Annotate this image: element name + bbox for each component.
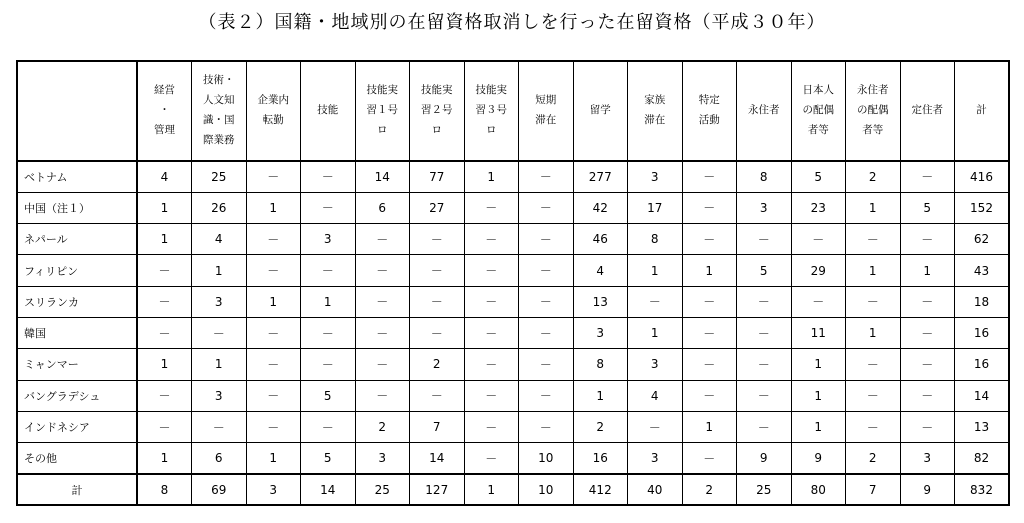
value-cell: 14 [955,380,1010,411]
total-cell: 1 [464,474,519,505]
total-cell: 2 [682,474,737,505]
value-cell: － [355,286,410,317]
value-cell: 25 [192,161,247,192]
value-cell: 10 [519,443,574,474]
value-cell: 1 [137,192,192,223]
country-cell: ネパール [17,224,137,255]
country-cell: その他 [17,443,137,474]
column-header: 技能 [301,61,356,161]
value-cell: 77 [410,161,465,192]
table-title: （表２）国籍・地域別の在留資格取消しを行った在留資格（平成３０年） [198,12,826,33]
value-cell: － [246,161,301,192]
column-header: 定住者 [900,61,955,161]
value-cell: 1 [137,349,192,380]
value-cell: 6 [355,192,410,223]
value-cell: － [464,224,519,255]
value-cell: 13 [573,286,628,317]
value-cell: － [464,443,519,474]
value-cell: 17 [628,192,683,223]
value-cell: 1 [791,349,846,380]
value-cell: 14 [410,443,465,474]
total-cell: 40 [628,474,683,505]
residence-status-table [16,60,1010,506]
value-cell: － [301,161,356,192]
value-cell: 3 [192,286,247,317]
value-cell: 152 [955,192,1010,223]
column-header: 計 [955,61,1010,161]
value-cell: 5 [301,380,356,411]
value-cell: － [410,224,465,255]
value-cell: 16 [955,349,1010,380]
total-cell: 127 [410,474,465,505]
value-cell: 3 [573,317,628,348]
value-cell: － [464,411,519,442]
value-cell: － [410,286,465,317]
column-header: 永住者 [737,61,792,161]
value-cell: 9 [791,443,846,474]
value-cell: － [410,380,465,411]
corner-header-cell [17,61,137,161]
total-label: 計 [17,474,137,505]
value-cell: 14 [355,161,410,192]
country-cell: インドネシア [17,411,137,442]
table-row [17,286,1009,317]
value-cell: 43 [955,255,1010,286]
column-header: 企業内 転勤 [246,61,301,161]
value-cell: － [137,411,192,442]
total-cell: 7 [846,474,901,505]
value-cell: 3 [900,443,955,474]
value-cell: 3 [737,192,792,223]
value-cell: － [301,411,356,442]
country-cell: フィリピン [17,255,137,286]
value-cell: － [737,224,792,255]
total-cell: 80 [791,474,846,505]
value-cell: 5 [791,161,846,192]
value-cell: 1 [573,380,628,411]
column-header: 短期 滞在 [519,61,574,161]
value-cell: － [900,349,955,380]
value-cell: 7 [410,411,465,442]
value-cell: 26 [192,192,247,223]
value-cell: 1 [628,317,683,348]
value-cell: 6 [192,443,247,474]
total-cell: 9 [900,474,955,505]
country-cell: バングラデシュ [17,380,137,411]
value-cell: － [900,317,955,348]
value-cell: － [846,224,901,255]
value-cell: 1 [246,192,301,223]
value-cell: 8 [737,161,792,192]
value-cell: － [464,349,519,380]
value-cell: － [737,317,792,348]
column-header: 技術・ 人文知 識・国 際業務 [192,61,247,161]
value-cell: － [192,317,247,348]
value-cell: 62 [955,224,1010,255]
table-row [17,224,1009,255]
column-header: 家族 滞在 [628,61,683,161]
value-cell: － [682,349,737,380]
value-cell: 2 [846,443,901,474]
value-cell: － [900,161,955,192]
value-cell: 8 [573,349,628,380]
total-cell: 412 [573,474,628,505]
value-cell: － [846,411,901,442]
value-cell: － [519,224,574,255]
value-cell: － [519,349,574,380]
value-cell: 4 [628,380,683,411]
value-cell: － [737,380,792,411]
value-cell: － [246,411,301,442]
total-cell: 3 [246,474,301,505]
table-row [17,380,1009,411]
value-cell: 18 [955,286,1010,317]
value-cell: － [355,224,410,255]
value-cell: 11 [791,317,846,348]
value-cell: 46 [573,224,628,255]
column-header: 経営 ・ 管理 [137,61,192,161]
value-cell: － [192,411,247,442]
value-cell: － [301,349,356,380]
value-cell: － [791,224,846,255]
country-cell: スリランカ [17,286,137,317]
total-cell: 25 [737,474,792,505]
value-cell: 5 [301,443,356,474]
value-cell: － [682,224,737,255]
column-header: 永住者 の配偶 者等 [846,61,901,161]
column-header: 技能実 習１号 ロ [355,61,410,161]
value-cell: 1 [682,255,737,286]
value-cell: － [355,255,410,286]
value-cell: － [628,411,683,442]
value-cell: － [246,317,301,348]
value-cell: － [519,161,574,192]
value-cell: － [464,380,519,411]
value-cell: － [246,380,301,411]
column-header: 日本人 の配偶 者等 [791,61,846,161]
value-cell: 4 [137,161,192,192]
table-row [17,192,1009,223]
value-cell: － [246,349,301,380]
value-cell: － [628,286,683,317]
value-cell: 277 [573,161,628,192]
value-cell: 1 [301,286,356,317]
table-row [17,411,1009,442]
value-cell: － [682,161,737,192]
column-header: 留学 [573,61,628,161]
value-cell: 1 [137,443,192,474]
value-cell: － [737,411,792,442]
value-cell: － [682,192,737,223]
value-cell: － [246,255,301,286]
value-cell: 416 [955,161,1010,192]
table-row [17,317,1009,348]
value-cell: － [464,255,519,286]
value-cell: － [846,349,901,380]
total-cell: 69 [192,474,247,505]
value-cell: 1 [791,411,846,442]
value-cell: － [682,317,737,348]
total-cell: 10 [519,474,574,505]
value-cell: － [791,286,846,317]
value-cell: － [682,443,737,474]
value-cell: 3 [628,443,683,474]
value-cell: 2 [573,411,628,442]
value-cell: 4 [192,224,247,255]
value-cell: － [355,317,410,348]
value-cell: － [137,286,192,317]
table-row [17,349,1009,380]
table-row [17,443,1009,474]
table-row [17,255,1009,286]
value-cell: 1 [192,349,247,380]
value-cell: － [519,286,574,317]
header-row [17,61,1009,161]
total-cell: 832 [955,474,1010,505]
value-cell: － [137,317,192,348]
value-cell: 3 [628,349,683,380]
value-cell: － [355,380,410,411]
table-row [17,161,1009,192]
value-cell: － [682,380,737,411]
value-cell: 82 [955,443,1010,474]
value-cell: 23 [791,192,846,223]
value-cell: 1 [846,255,901,286]
value-cell: － [464,192,519,223]
value-cell: － [464,317,519,348]
value-cell: 16 [955,317,1010,348]
value-cell: 13 [955,411,1010,442]
value-cell: － [900,224,955,255]
value-cell: － [301,317,356,348]
country-cell: 中国（注１） [17,192,137,223]
value-cell: 4 [573,255,628,286]
value-cell: 1 [137,224,192,255]
value-cell: 1 [246,286,301,317]
value-cell: － [519,317,574,348]
value-cell: 5 [737,255,792,286]
country-cell: ミャンマー [17,349,137,380]
value-cell: － [464,286,519,317]
value-cell: 29 [791,255,846,286]
value-cell: 3 [355,443,410,474]
value-cell: 3 [192,380,247,411]
value-cell: 8 [628,224,683,255]
value-cell: － [301,192,356,223]
value-cell: 1 [192,255,247,286]
value-cell: 1 [246,443,301,474]
value-cell: － [410,317,465,348]
value-cell: 1 [682,411,737,442]
value-cell: 2 [410,349,465,380]
value-cell: － [137,255,192,286]
value-cell: － [519,192,574,223]
value-cell: － [410,255,465,286]
total-cell: 25 [355,474,410,505]
value-cell: － [519,255,574,286]
total-cell: 8 [137,474,192,505]
value-cell: 1 [464,161,519,192]
value-cell: － [519,380,574,411]
value-cell: 1 [846,317,901,348]
value-cell: 27 [410,192,465,223]
value-cell: － [846,286,901,317]
value-cell: － [737,286,792,317]
value-cell: 9 [737,443,792,474]
value-cell: 42 [573,192,628,223]
value-cell: － [682,286,737,317]
country-cell: 韓国 [17,317,137,348]
value-cell: － [355,349,410,380]
value-cell: － [900,286,955,317]
value-cell: 3 [301,224,356,255]
value-cell: － [137,380,192,411]
value-cell: － [900,380,955,411]
value-cell: 2 [355,411,410,442]
value-cell: 1 [900,255,955,286]
value-cell: － [737,349,792,380]
value-cell: － [846,380,901,411]
column-header: 特定 活動 [682,61,737,161]
value-cell: － [519,411,574,442]
value-cell: － [246,224,301,255]
value-cell: 5 [900,192,955,223]
total-row [17,474,1009,505]
value-cell: 1 [846,192,901,223]
value-cell: 1 [791,380,846,411]
value-cell: 16 [573,443,628,474]
country-cell: ベトナム [17,161,137,192]
value-cell: 1 [628,255,683,286]
value-cell: 3 [628,161,683,192]
value-cell: － [900,411,955,442]
column-header: 技能実 習３号 ロ [464,61,519,161]
total-cell: 14 [301,474,356,505]
column-header: 技能実 習２号 ロ [410,61,465,161]
value-cell: － [301,255,356,286]
value-cell: 2 [846,161,901,192]
